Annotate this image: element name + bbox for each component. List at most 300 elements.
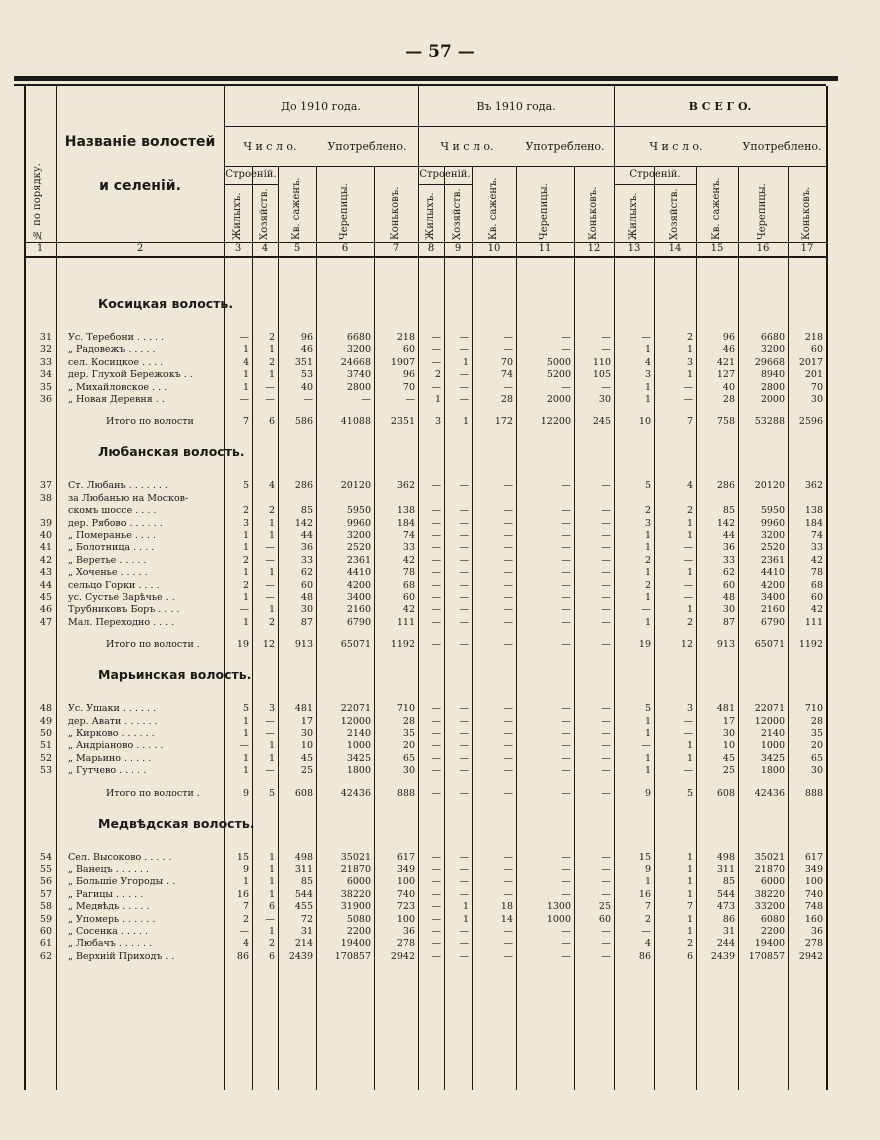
cell-value: — — [683, 765, 693, 777]
cell-value: 4200 — [346, 579, 371, 591]
cell-value: 1907 — [390, 356, 415, 368]
column-number: 16 — [756, 243, 770, 254]
cell-value: — — [683, 592, 693, 603]
total-value: — — [503, 787, 513, 799]
total-value: 608 — [716, 787, 735, 799]
row-number: 48 — [39, 703, 52, 715]
cell-value: — — [431, 604, 441, 616]
cell-value: 1 — [242, 765, 249, 777]
cell-value: — — [683, 381, 693, 393]
cell-value: 481 — [716, 703, 735, 715]
cell-value: 1 — [644, 728, 651, 739]
table-row — [24, 617, 826, 629]
total-value: 888 — [396, 787, 415, 799]
buildings-header: Строеній. — [419, 169, 471, 180]
settlement-name: „ Сосенка . . . . . — [68, 926, 149, 937]
total-value: 608 — [294, 787, 313, 799]
cell-value: 421 — [716, 356, 735, 368]
cell-value: — — [503, 530, 513, 541]
row-number: 49 — [39, 715, 52, 727]
count-header: Ч и с л о. — [649, 140, 703, 153]
cell-value: — — [431, 344, 441, 356]
cell-value: — — [265, 728, 275, 739]
cell-value: 100 — [396, 876, 415, 888]
cell-value: — — [503, 888, 513, 900]
total-value: 19 — [638, 639, 651, 651]
cell-value: 30 — [300, 728, 313, 739]
cell-value: 1 — [462, 913, 469, 925]
table-row — [24, 740, 826, 752]
cell-value: 544 — [716, 888, 735, 900]
settlement-name: „ Большіе Угороды . . — [68, 876, 176, 888]
column-header-zhilykh: Жилыхъ. — [628, 192, 639, 240]
cell-value: — — [459, 592, 469, 603]
settlement-name: ус. Сустье Зарѣчье . . — [68, 592, 175, 603]
cell-value: 5000 — [546, 356, 571, 368]
cell-value: — — [265, 913, 275, 925]
column-number: 3 — [234, 243, 242, 254]
cell-value: 1 — [268, 604, 275, 616]
header-rule — [24, 256, 826, 258]
settlement-name: „ Марьино . . . . . — [68, 752, 152, 764]
header-rule — [418, 184, 472, 185]
cell-value: 2017 — [798, 356, 823, 368]
cell-value: 2 — [268, 938, 275, 950]
total-value: 12 — [680, 639, 693, 651]
row-number: 59 — [39, 913, 52, 925]
cell-value: — — [601, 567, 611, 579]
cell-value: 1 — [242, 715, 249, 727]
settlement-name: „ Кирково . . . . . . — [68, 728, 155, 739]
cell-value: — — [431, 480, 441, 492]
cell-value: 142 — [716, 517, 735, 529]
row-number: 46 — [39, 604, 52, 616]
row-number: 62 — [39, 950, 52, 962]
order-column-header: № по порядку. — [32, 163, 43, 240]
column-number: 9 — [454, 243, 462, 254]
cell-value: — — [503, 728, 513, 739]
cell-value: — — [561, 554, 571, 566]
cell-value: — — [459, 703, 469, 715]
cell-value: 138 — [804, 505, 823, 517]
total-value: 6 — [268, 416, 275, 428]
table-row — [24, 493, 826, 505]
settlement-name: Ус. Теребони . . . . . — [68, 332, 165, 343]
settlement-name: Мал. Переходно . . . . — [68, 616, 175, 628]
cell-value: — — [431, 938, 441, 950]
cell-value: — — [459, 505, 469, 517]
total-value: 888 — [804, 787, 823, 799]
used-header: Употреблено. — [742, 140, 822, 153]
cell-value: 2 — [644, 579, 651, 591]
cell-value: 1 — [686, 740, 693, 752]
cell-value: 28 — [500, 394, 513, 405]
cell-value: — — [459, 530, 469, 541]
cell-value: 4 — [242, 938, 249, 950]
cell-value: 1 — [644, 530, 651, 541]
settlement-name: „ Хоченье . . . . . — [68, 567, 148, 579]
cell-value: 1 — [644, 592, 651, 603]
cell-value: — — [601, 715, 611, 727]
cell-value: — — [431, 579, 441, 591]
cell-value: — — [265, 715, 275, 727]
cell-value: 170857 — [748, 950, 785, 962]
cell-value: 5 — [242, 480, 249, 492]
total-value: — — [459, 787, 469, 799]
total-value: 53288 — [754, 416, 785, 428]
cell-value: — — [601, 926, 611, 937]
cell-value: — — [431, 728, 441, 739]
settlement-name: скомъ шоссе . . . . — [68, 505, 157, 517]
total-label: Итого по волости . — [106, 639, 200, 651]
row-number: 32 — [39, 344, 52, 356]
total-value: 12 — [262, 639, 275, 651]
cell-value: 3 — [686, 356, 693, 368]
cell-value: — — [503, 851, 513, 863]
cell-value: 33200 — [754, 901, 785, 913]
total-value: 5 — [686, 787, 693, 799]
cell-value: 36 — [300, 542, 313, 554]
table-row — [24, 604, 826, 616]
settlement-name: „ Михайловское . . . — [68, 381, 168, 393]
cell-value: — — [459, 542, 469, 554]
cell-value: — — [503, 765, 513, 777]
cell-value: 60 — [722, 579, 735, 591]
cell-value: — — [265, 592, 275, 603]
cell-value: 65 — [402, 752, 415, 764]
cell-value: — — [431, 876, 441, 888]
cell-value: 723 — [396, 901, 415, 913]
cell-value: — — [561, 530, 571, 541]
cell-value: 68 — [810, 579, 823, 591]
cell-value: — — [265, 381, 275, 393]
cell-value: — — [405, 394, 415, 405]
cell-value: — — [431, 505, 441, 517]
cell-value: — — [601, 332, 611, 343]
cell-value: 1 — [242, 728, 249, 739]
cell-value: 65 — [810, 752, 823, 764]
settlement-name: за Любанью на Москов- — [68, 492, 189, 504]
cell-value: — — [641, 926, 651, 937]
cell-value: 455 — [294, 901, 313, 913]
total-row — [24, 788, 826, 800]
cell-value: — — [459, 950, 469, 962]
cell-value: — — [601, 517, 611, 529]
cell-value: 218 — [804, 332, 823, 343]
cell-value: 24668 — [340, 356, 371, 368]
cell-value: — — [601, 740, 611, 752]
cell-value: 4 — [268, 480, 275, 492]
cell-value: — — [641, 604, 651, 616]
table-row — [24, 505, 826, 517]
cell-value: — — [239, 394, 249, 405]
cell-value: 36 — [810, 926, 823, 937]
total-value: — — [601, 639, 611, 651]
cell-value: — — [601, 765, 611, 777]
cell-value: 2 — [434, 369, 441, 381]
cell-value: — — [601, 876, 611, 888]
cell-value: — — [431, 356, 441, 368]
cell-value: 1 — [242, 752, 249, 764]
cell-value: 5950 — [760, 505, 785, 517]
settlement-name: Сел. Высоково . . . . . — [68, 851, 172, 863]
cell-value: — — [601, 381, 611, 393]
name-column-subtitle: и селеній. — [99, 178, 181, 194]
cell-value: 473 — [716, 901, 735, 913]
cell-value: 31 — [722, 926, 735, 937]
cell-value: — — [503, 950, 513, 962]
cell-value: 40 — [722, 381, 735, 393]
cell-value: — — [459, 938, 469, 950]
cell-value: 2 — [242, 913, 249, 925]
cell-value: — — [601, 851, 611, 863]
cell-value: 1 — [644, 344, 651, 356]
used-header: Употреблено. — [327, 140, 407, 153]
page-number: — 57 — — [405, 42, 475, 62]
cell-value: — — [561, 542, 571, 554]
settlement-name: „ Новая Деревня . . — [68, 394, 165, 405]
table-row — [24, 938, 826, 950]
cell-value: 29668 — [754, 356, 785, 368]
cell-value: 2 — [686, 616, 693, 628]
cell-value: 6 — [268, 950, 275, 962]
cell-value: 7 — [686, 901, 693, 913]
header-rule — [224, 126, 826, 127]
cell-value: 42 — [810, 554, 823, 566]
table-row — [24, 555, 826, 567]
cell-value: — — [459, 604, 469, 616]
column-header-kv_sazhen: Кв. саженъ. — [291, 177, 302, 240]
cell-value: — — [265, 579, 275, 591]
cell-value: — — [503, 554, 513, 566]
cell-value: 1 — [686, 851, 693, 863]
cell-value: 2 — [242, 505, 249, 517]
cell-value: 4200 — [760, 579, 785, 591]
cell-value: — — [431, 740, 441, 752]
cell-value: 710 — [396, 703, 415, 715]
total-value: 7 — [686, 416, 693, 428]
cell-value: 1 — [686, 369, 693, 381]
cell-value: — — [601, 616, 611, 628]
cell-value: 36 — [402, 926, 415, 937]
cell-value: 2 — [686, 332, 693, 343]
cell-value: — — [431, 332, 441, 343]
cell-value: 2200 — [346, 926, 371, 937]
column-number: 4 — [261, 243, 269, 254]
cell-value: — — [459, 864, 469, 875]
cell-value: 286 — [716, 480, 735, 492]
cell-value: — — [459, 517, 469, 529]
cell-value: — — [561, 851, 571, 863]
cell-value: 22071 — [754, 703, 785, 715]
cell-value: 30 — [300, 604, 313, 616]
cell-value: 2140 — [760, 728, 785, 739]
cell-value: 2160 — [346, 604, 371, 616]
cell-value: 100 — [804, 876, 823, 888]
column-number: 10 — [487, 243, 501, 254]
row-number: 35 — [39, 381, 52, 393]
cell-value: 3200 — [760, 530, 785, 541]
cell-value: 1300 — [546, 901, 571, 913]
cell-value: — — [561, 480, 571, 492]
cell-value: 38220 — [340, 888, 371, 900]
cell-value: 33 — [810, 542, 823, 554]
cell-value: 9 — [644, 864, 651, 875]
cell-value: 2361 — [760, 554, 785, 566]
total-value: 42436 — [340, 787, 371, 799]
cell-value: 48 — [722, 592, 735, 603]
cell-value: 1800 — [760, 765, 785, 777]
cell-value: — — [431, 765, 441, 777]
cell-value: — — [683, 554, 693, 566]
row-number: 51 — [39, 740, 52, 752]
cell-value: — — [459, 888, 469, 900]
cell-value: 3 — [644, 517, 651, 529]
table-row — [24, 716, 826, 728]
cell-value: 170857 — [334, 950, 371, 962]
total-value: 586 — [294, 416, 313, 428]
cell-value: 1 — [644, 715, 651, 727]
cell-value: 1 — [268, 888, 275, 900]
cell-value: 1 — [462, 901, 469, 913]
total-row — [24, 416, 826, 428]
cell-value: — — [239, 926, 249, 937]
column-number: 7 — [392, 243, 400, 254]
cell-value: — — [561, 344, 571, 356]
cell-value: — — [561, 567, 571, 579]
cell-value: 1 — [268, 369, 275, 381]
cell-value: 349 — [804, 864, 823, 875]
cell-value: — — [503, 938, 513, 950]
cell-value: 9 — [242, 864, 249, 875]
cell-value: 3400 — [760, 592, 785, 603]
total-label: Итого по волости — [106, 416, 194, 428]
cell-value: 740 — [396, 888, 415, 900]
cell-value: 2 — [268, 505, 275, 517]
cell-value: 25 — [722, 765, 735, 777]
row-number: 54 — [39, 851, 52, 863]
cell-value: 2 — [242, 579, 249, 591]
table-row — [24, 580, 826, 592]
cell-value: 1 — [644, 765, 651, 777]
total-value: 12200 — [540, 416, 571, 428]
row-number: 41 — [39, 542, 52, 554]
cell-value: 9960 — [760, 517, 785, 529]
cell-value: 2439 — [288, 950, 313, 962]
cell-value: — — [601, 505, 611, 517]
column-header-khozyaistv: Хозяйств. — [259, 188, 270, 240]
cell-value: — — [601, 542, 611, 554]
cell-value: — — [561, 381, 571, 393]
cell-value: 2520 — [760, 542, 785, 554]
cell-value: 481 — [294, 703, 313, 715]
cell-value: 617 — [396, 851, 415, 863]
cell-value: 74 — [810, 530, 823, 541]
table-row — [24, 394, 826, 406]
cell-value: — — [503, 740, 513, 752]
column-header-khozyaistv: Хозяйств. — [452, 188, 463, 240]
count-header: Ч и с л о. — [440, 140, 494, 153]
cell-value: — — [601, 938, 611, 950]
cell-value: 20120 — [754, 480, 785, 492]
settlement-name: „ Ванецъ . . . . . . — [68, 864, 149, 875]
cell-value: 14 — [500, 913, 513, 925]
total-value: 1 — [462, 416, 469, 428]
cell-value: 544 — [294, 888, 313, 900]
cell-value: 1 — [686, 517, 693, 529]
row-number: 42 — [39, 554, 52, 566]
cell-value: 2 — [268, 332, 275, 343]
cell-value: 96 — [300, 332, 313, 343]
total-value: 2596 — [798, 416, 823, 428]
column-header-kv_sazhen: Кв. саженъ. — [488, 177, 499, 240]
cell-value: 1000 — [760, 740, 785, 752]
cell-value: 6 — [686, 950, 693, 962]
cell-value: 2 — [686, 938, 693, 950]
row-number: 57 — [39, 888, 52, 900]
cell-value: — — [503, 567, 513, 579]
cell-value: 1000 — [546, 913, 571, 925]
period-header: В С Е Г О. — [688, 100, 752, 113]
cell-value: — — [561, 938, 571, 950]
table-row — [24, 914, 826, 926]
cell-value: — — [431, 703, 441, 715]
cell-value: 62 — [722, 567, 735, 579]
total-label: Итого по волости . — [106, 787, 200, 799]
cell-value: 710 — [804, 703, 823, 715]
cell-value: 20 — [402, 740, 415, 752]
cell-value: 74 — [402, 530, 415, 541]
cell-value: — — [459, 752, 469, 764]
cell-value: — — [683, 728, 693, 739]
settlement-name: Ус. Ушаки . . . . . . — [68, 703, 157, 715]
cell-value: — — [303, 394, 313, 405]
cell-value: 7 — [644, 901, 651, 913]
cell-value: 15 — [236, 851, 249, 863]
row-number: 60 — [39, 926, 52, 937]
cell-value: 311 — [716, 864, 735, 875]
table-row — [24, 703, 826, 715]
cell-value: — — [265, 765, 275, 777]
column-header-konkov: Коньковъ. — [390, 186, 401, 240]
cell-value: 30 — [810, 394, 823, 405]
cell-value: 25 — [300, 765, 313, 777]
cell-value: — — [431, 715, 441, 727]
cell-value: 1 — [644, 567, 651, 579]
column-header-cherepitsy: Черепицы. — [339, 183, 350, 240]
total-value: 5 — [268, 787, 275, 799]
cell-value: — — [459, 715, 469, 727]
settlement-name: Трубниковъ Боръ . . . . — [68, 604, 180, 616]
cell-value: — — [561, 517, 571, 529]
cell-value: — — [265, 542, 275, 554]
cell-value: 1 — [644, 381, 651, 393]
cell-value: 1 — [686, 604, 693, 616]
cell-value: 19400 — [340, 938, 371, 950]
cell-value: 3 — [268, 703, 275, 715]
total-value: 1192 — [390, 639, 415, 651]
cell-value: 3200 — [346, 344, 371, 356]
cell-value: 184 — [804, 517, 823, 529]
cell-value: — — [561, 876, 571, 888]
settlement-name: „ Померанье . . . . — [68, 530, 156, 541]
total-value: 19 — [236, 639, 249, 651]
cell-value: — — [239, 332, 249, 343]
total-value: 65071 — [754, 639, 785, 651]
table-row — [24, 765, 826, 777]
cell-value: 42 — [810, 604, 823, 616]
total-value: — — [431, 639, 441, 651]
